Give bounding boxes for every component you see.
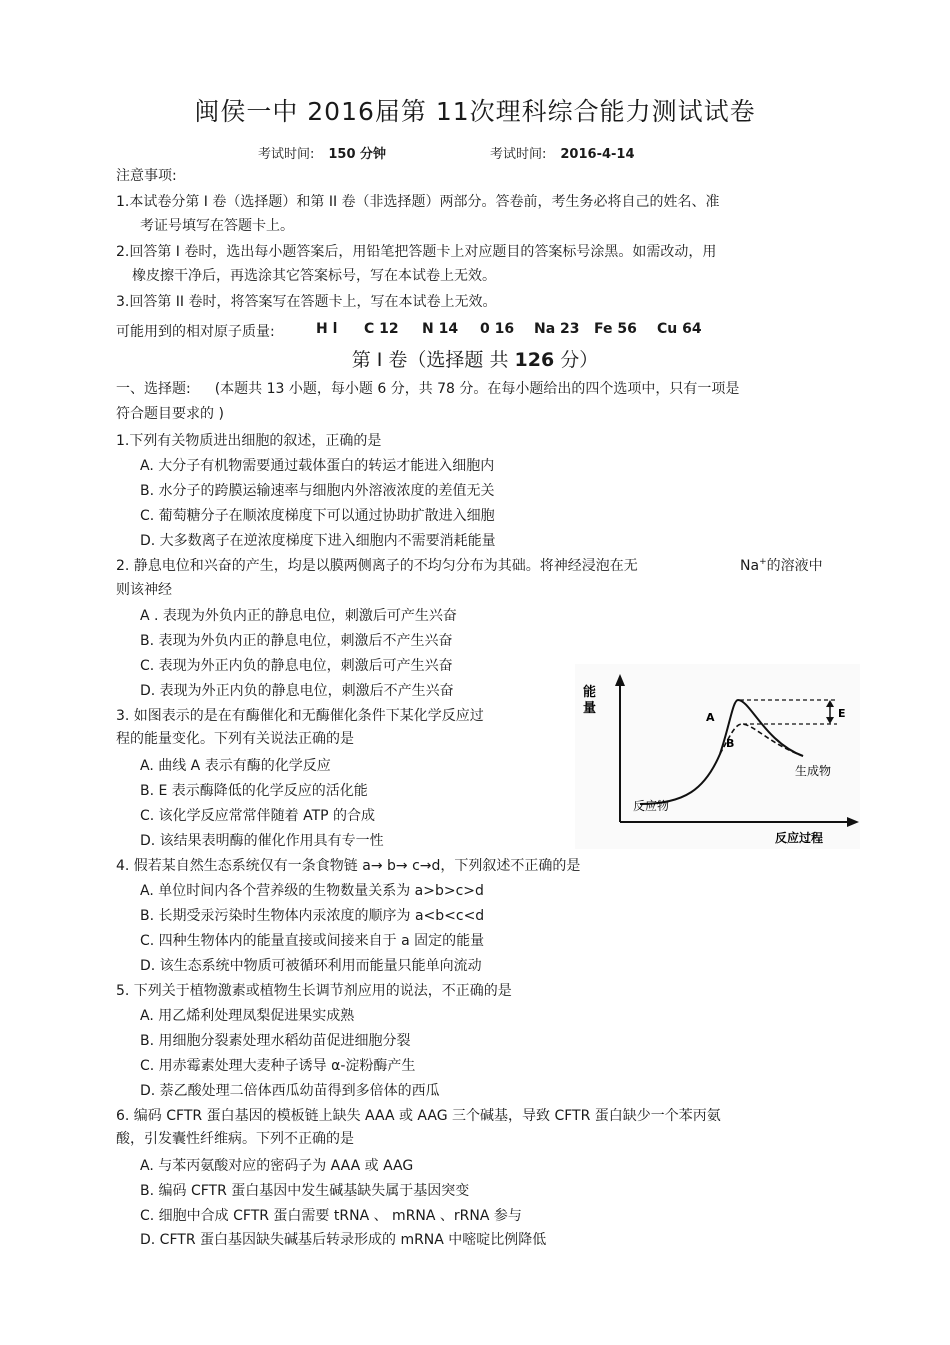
duration-label: 考试时间: (258, 147, 315, 162)
q2-option-a: A . 表现为外负内正的静息电位，刺激后可产生兴奋 (140, 608, 457, 624)
q5-option-a: A. 用乙烯利处理凤梨促进果实成熟 (140, 1008, 355, 1024)
q3-option-d: D. 该结果表明酶的催化作用具有专一性 (140, 833, 384, 849)
q1-stem: 1.下列有关物质进出细胞的叙述，正确的是 (116, 433, 382, 449)
energy-diagram (575, 664, 860, 849)
notice-heading: 注意事项: (116, 168, 177, 184)
atomic-mass-label: 可能用到的相对原子质量: (116, 324, 275, 340)
q2-stem: 2. 静息电位和兴奋的产生，均是以膜两侧离子的不均匀分布为其础。将神经浸泡在无 (116, 558, 638, 574)
section-intro-label: 一、选择题: (116, 381, 191, 397)
q1-option-c: C. 葡萄糖分子在顺浓度梯度下可以通过协助扩散进入细胞 (140, 508, 495, 524)
q2-na: Na (740, 558, 760, 574)
q3-stem-cont: 程的能量变化。下列有关说法正确的是 (116, 731, 354, 747)
q3-option-a: A. 曲线 A 表示有酶的化学反应 (140, 758, 331, 774)
y-label-top: 能 (583, 685, 597, 700)
atomic-mass-c: C 12 (364, 321, 399, 337)
atomic-mass-o: 0 16 (480, 321, 515, 337)
q6-option-b: B. 编码 CFTR 蛋白基因中发生碱基缺失属于基因突变 (140, 1183, 470, 1199)
atomic-mass-n: N 14 (422, 321, 459, 337)
q4-option-c: C. 四种生物体内的能量直接或间接来自于 a 固定的能量 (140, 933, 485, 949)
q4-option-a: A. 单位时间内各个营养级的生物数量关系为 a>b>c>d (140, 883, 484, 899)
q2-option-b: B. 表现为外负内正的静息电位，刺激后不产生兴奋 (140, 633, 453, 649)
q3-option-b: B. E 表示酶降低的化学反应的活化能 (140, 783, 368, 799)
section-title (0, 345, 950, 372)
notice-3: 3.回答第 II 卷时，将答案写在答题卡上，写在本试卷上无效。 (116, 294, 497, 310)
product-label: 生成物 (795, 764, 832, 778)
q4-option-d: D. 该生态系统中物质可被循环利用而能量只能单向流动 (140, 958, 482, 974)
q5-option-c: C. 用赤霉素处理大麦种子诱导 α-淀粉酶产生 (140, 1058, 416, 1074)
reactant-label: 反应物 (633, 799, 670, 813)
atomic-mass-na: Na 23 (534, 321, 580, 337)
q2-stem-cont: 则该神经 (116, 582, 172, 598)
e-label: E (838, 707, 846, 720)
q2-na-charge: + (759, 557, 767, 567)
q6-stem-cont: 酸，引发囊性纤维病。下列不正确的是 (116, 1131, 354, 1147)
date-value: 2016-4-14 (560, 147, 635, 162)
notice-1: 1.本试卷分第 I 卷（选择题）和第 II 卷（非选择题）两部分。答卷前，考生务必将自己的姓名、准 (116, 194, 720, 210)
date-label: 考试时间: (490, 147, 547, 162)
q5-stem: 5. 下列关于植物激素或植物生长调节剂应用的说法，不正确的是 (116, 983, 512, 999)
exam-date (490, 143, 635, 162)
q4-option-b: B. 长期受汞污染时生物体内汞浓度的顺序为 a<b<c<d (140, 908, 485, 924)
q6-option-a: A. 与苯丙氨酸对应的密码子为 AAA 或 AAG (140, 1158, 414, 1174)
page-title: 闽侯一中 2016届第 11次理科综合能力测试试卷 (194, 97, 756, 126)
q2-option-c: C. 表现为外正内负的静息电位，刺激后可产生兴奋 (140, 658, 453, 674)
atomic-mass-cu: Cu 64 (657, 321, 702, 337)
exam-duration (258, 143, 386, 162)
notice-2: 2.回答第 I 卷时，选出每小题答案后，用铅笔把答题卡上对应题目的答案标号涂黑。如需改动，用 (116, 244, 717, 260)
q6-option-c: C. 细胞中合成 CFTR 蛋白需要 tRNA 、 mRNA 、rRNA 参与 (140, 1208, 522, 1224)
section-title-suffix: 分） (554, 349, 599, 371)
section-score: 126 (514, 349, 555, 371)
notice-1-cont: 考证号填写在答题卡上。 (140, 218, 294, 234)
atomic-mass-h: H l (316, 321, 338, 337)
q2-stem-tail (740, 555, 823, 575)
q4-stem: 4. 假若某自然生态系统仅有一条食物链 a→ b→ c→d，下列叙述不正确的是 (116, 858, 581, 874)
atomic-mass-fe: Fe 56 (594, 321, 637, 337)
q5-option-d: D. 萘乙酸处理二倍体西瓜幼苗得到多倍体的西瓜 (140, 1083, 440, 1099)
curve-a-label: A (706, 711, 715, 724)
curve-b-label: B (726, 737, 735, 750)
q6-stem: 6. 编码 CFTR 蛋白基因的模板链上缺失 AAA 或 AAG 三个碱基，导致 CFTR 蛋白缺少一个苯丙氨 (116, 1108, 721, 1124)
section-intro-cont: 符合题目要求的 ) (116, 406, 224, 422)
q3-option-c: C. 该化学反应常常伴随着 ATP 的合成 (140, 808, 376, 824)
section-intro-text: (本题共 13 小题，每小题 6 分，共 78 分。在每小题给出的四个选项中，只有一项是 (214, 381, 740, 397)
q2-stem-tail-text: 的溶液中 (766, 558, 823, 574)
notice-2-cont: 橡皮擦干净后，再选涂其它答案标号，写在本试卷上无效。 (132, 268, 496, 284)
q2-option-d: D. 表现为外正内负的静息电位，刺激后不产生兴奋 (140, 683, 454, 699)
q1-option-b: B. 水分子的跨膜运输速率与细胞内外溶液浓度的差值无关 (140, 483, 495, 499)
duration-value: 150 分钟 (328, 147, 387, 162)
q1-option-a: A. 大分子有机物需要通过载体蛋白的转运才能进入细胞内 (140, 458, 495, 474)
q1-option-d: D. 大多数离子在逆浓度梯度下进入细胞内不需要消耗能量 (140, 533, 496, 549)
section-title-prefix: 第 I 卷（选择题 共 (351, 349, 515, 371)
y-label-bottom: 量 (583, 701, 597, 716)
q6-option-d: D. CFTR 蛋白基因缺失碱基后转录形成的 mRNA 中嘧啶比例降低 (140, 1232, 547, 1248)
q3-stem: 3. 如图表示的是在有酶催化和无酶催化条件下某化学反应过 (116, 708, 484, 724)
x-label: 反应过程 (775, 831, 824, 845)
section-intro (116, 378, 739, 398)
q5-option-b: B. 用细胞分裂素处理水稻幼苗促进细胞分裂 (140, 1033, 411, 1049)
